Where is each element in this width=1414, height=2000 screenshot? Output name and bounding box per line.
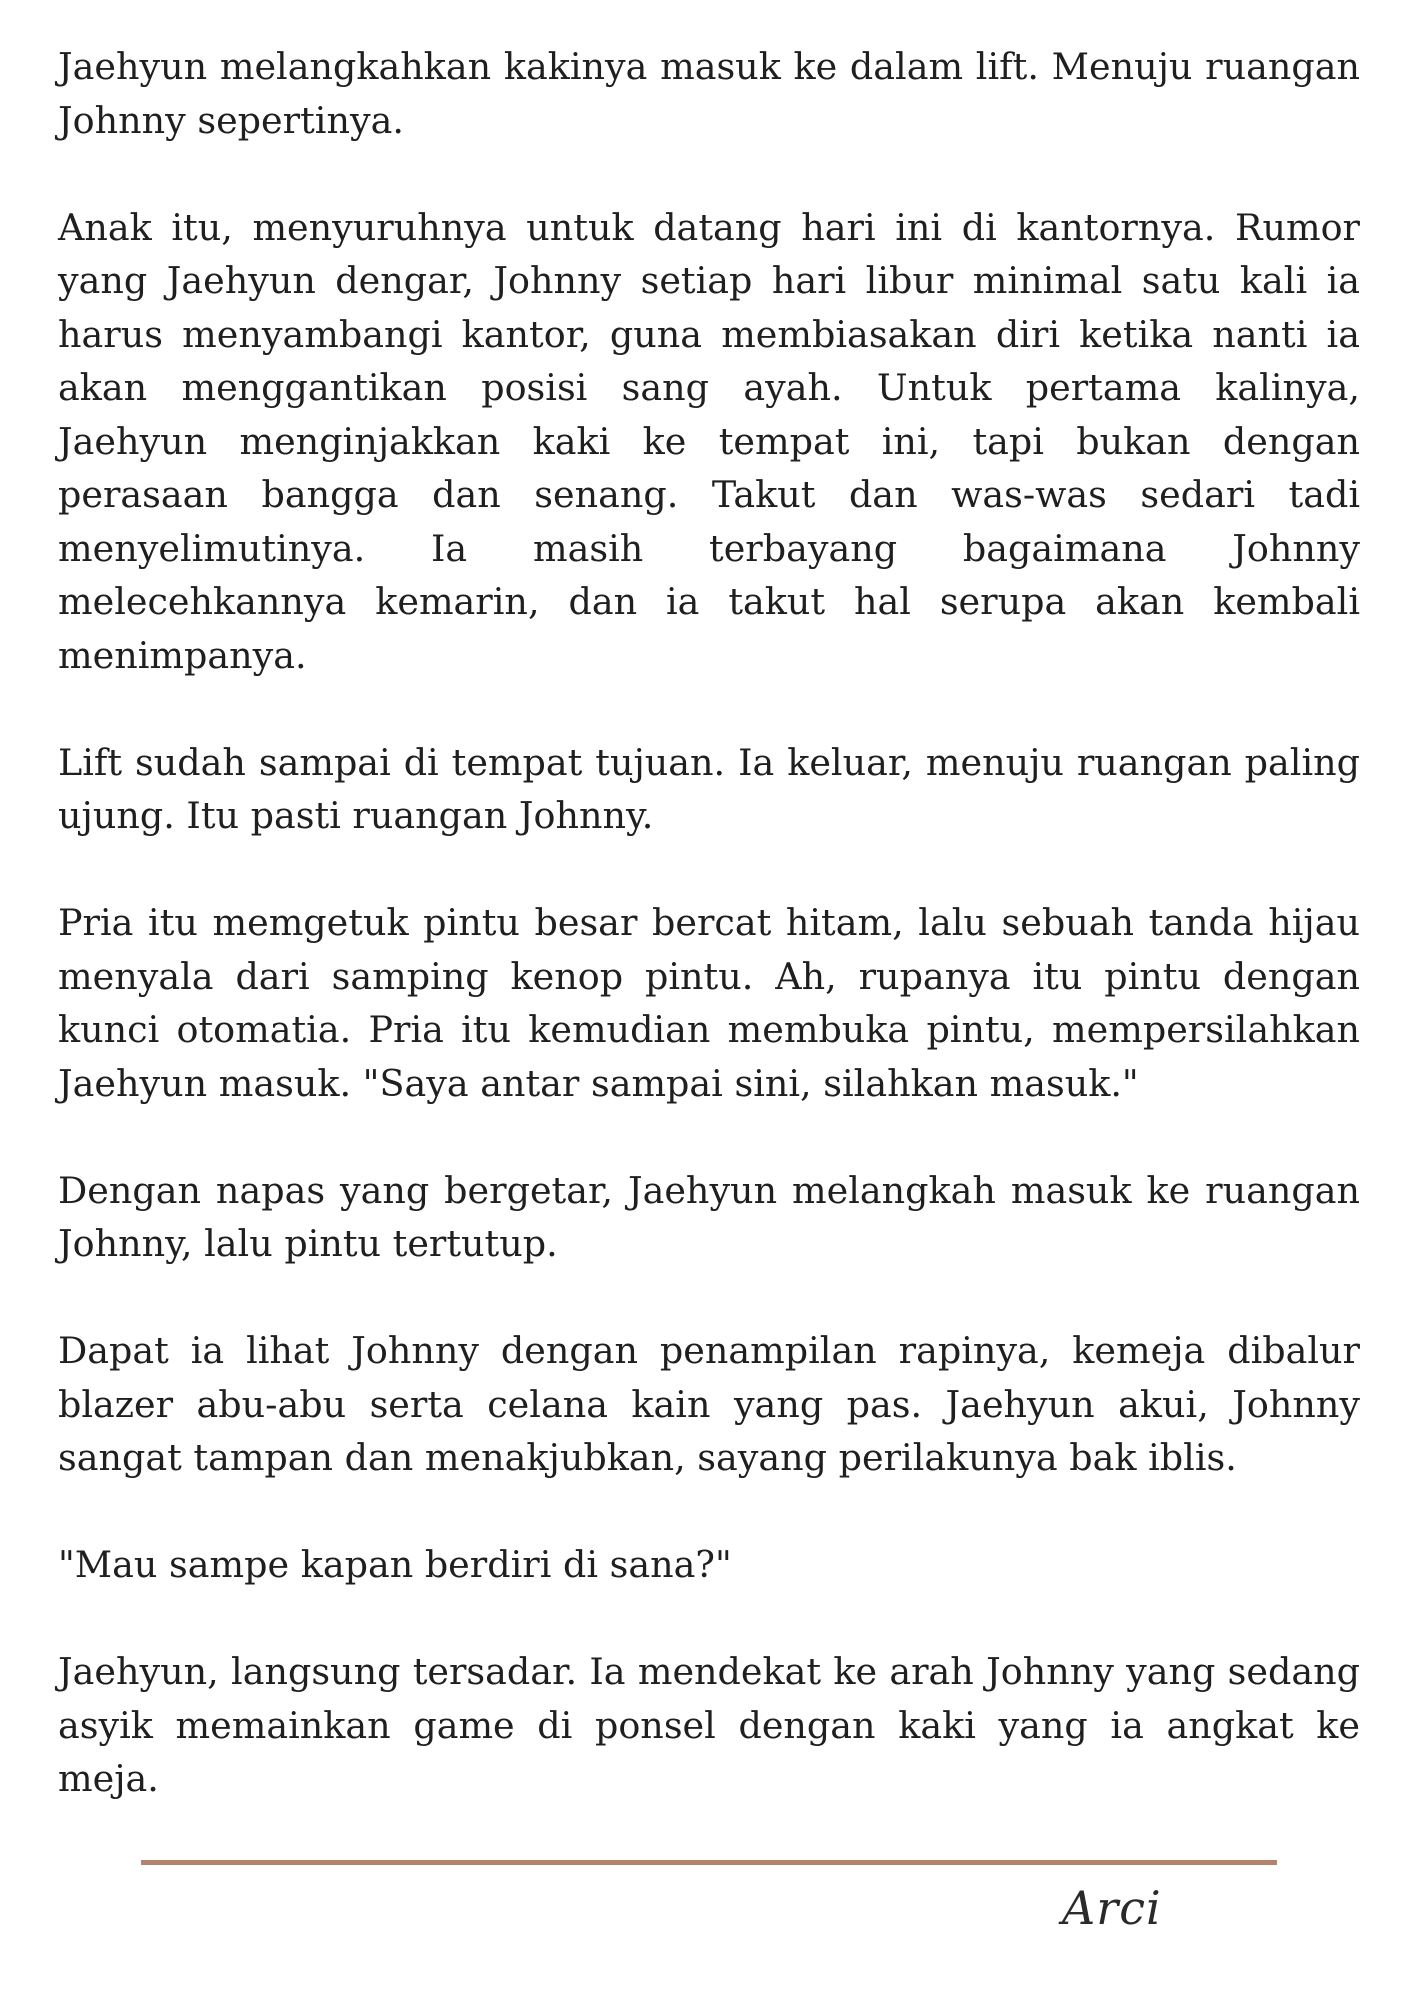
paragraph-4: Pria itu memgetuk pintu besar bercat hitam, lalu sebuah tanda hijau menyala dari samping kenop pintu. Ah, rupanya itu pintu dengan kunci otomatia. Pria itu kemudian membuka pintu, mempersilahkan Jaehyun masuk. "Saya antar sampai sini, silahkan masuk.": [58, 901, 1360, 1105]
story-text: [58, 40, 1360, 1859]
paragraph-5: Dengan napas yang bergetar, Jaehyun melangkah masuk ke ruangan Johnny, lalu pintu tertutup.: [58, 1168, 1360, 1265]
paragraph-1: Jaehyun melangkahkan kakinya masuk ke dalam lift. Menuju ruangan Johnny sepertinya.: [58, 45, 1360, 142]
paragraph-3: Lift sudah sampai di tempat tujuan. Ia keluar, menuju ruangan paling ujung. Itu pasti ruangan Johnny.: [58, 740, 1360, 837]
paragraph-8: Jaehyun, langsung tersadar. Ia mendekat ke arah Johnny yang sedang asyik memainkan game di ponsel dengan kaki yang ia angkat ke meja.: [58, 1650, 1360, 1800]
paragraph-7: "Mau sampe kapan berdiri di sana?": [58, 1543, 732, 1586]
paragraph-2: Anak itu, menyuruhnya untuk datang hari ini di kantornya. Rumor yang Jaehyun dengar, Johnny setiap hari libur minimal satu kali ia harus menyambangi kantor, guna membiasakan diri ketika nanti ia akan menggantikan posisi sang ayah. Untuk pertama kalinya, Jaehyun menginjakkan kaki ke tempat ini, tapi bukan dengan perasaan bangga dan senang. Takut dan was-was sedari tadi menyelimutinya. Ia masih terbayang bagaimana Johnny melecehkannya kemarin, dan ia takut hal serupa akan kembali menimpanya.: [58, 205, 1360, 677]
paragraph-6: Dapat ia lihat Johnny dengan penampilan rapinya, kemeja dibalur blazer abu-abu serta celana kain yang pas. Jaehyun akui, Johnny sangat tampan dan menakjubkan, sayang perilakunya bak iblis.: [58, 1329, 1360, 1479]
author-signature: Arci: [1062, 1881, 1162, 1935]
footer-divider: [141, 1860, 1277, 1865]
